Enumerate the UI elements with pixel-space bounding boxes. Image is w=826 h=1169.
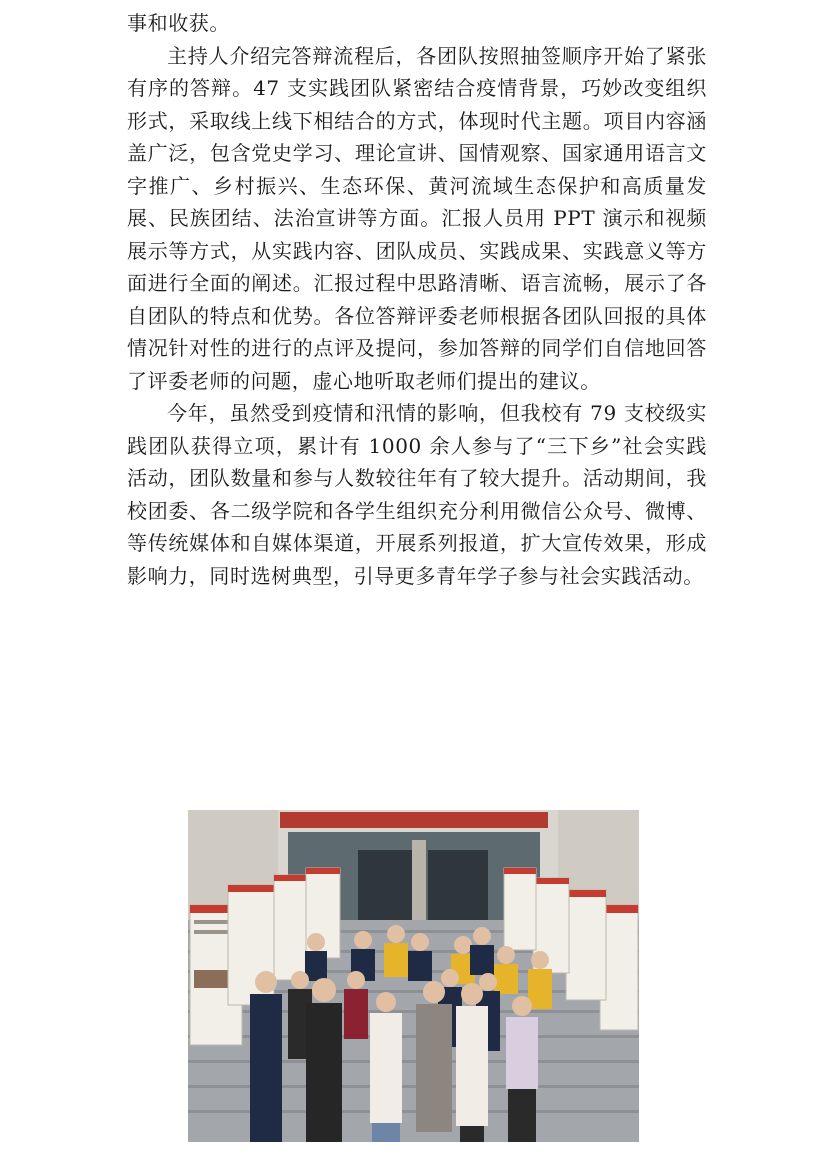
paragraph-continuation: 事和收获。 xyxy=(127,11,230,35)
doorway-right xyxy=(428,850,488,925)
document-body xyxy=(127,0,707,592)
doorway-left xyxy=(358,850,418,925)
paragraph-this-year-summary: 今年，虽然受到疫情和汛情的影响，但我校有 79 支校级实践团队获得立项，累计有 1000 余人参与了“三下乡”社会实践活动，团队数量和参与人数较往年有了较大提升。活动期间，我校团委、各二级学院和各学生组织充分利用微信公众号、微博、等传统媒体和自媒体渠道，开展系列报道，扩大宣传效果，形成影响力，同时选树典型，引导更多青年学子参与社会实践活动。 xyxy=(127,401,707,588)
center-pillar xyxy=(412,840,426,920)
group-photo-illustration xyxy=(188,810,639,1142)
group-photo xyxy=(188,810,639,1142)
red-banner xyxy=(280,812,548,828)
paragraph-defense-process: 主持人介绍完答辩流程后，各团队按照抽签顺序开始了紧张有序的答辩。47 支实践团队紧密结合疫情背景，巧妙改变组织形式，采取线上线下相结合的方式，体现时代主题。项目内容涵盖广泛，包含党史学习、理论宣讲、国情观察、国家通用语言文字推广、乡村振兴、生态环保、黄河流域生态保护和高质量发展、民族团结、法治宣讲等方面。汇报人员用 PPT 演示和视频展示等方式，从实践内容、团队成员、实践成果、实践意义等方面进行全面的阐述。汇报过程中思路清晰、语言流畅，展示了各自团队的特点和优势。各位答辩评委老师根据各团队回报的具体情况针对性的进行的点评及提问，参加答辩的同学们自信地回答了评委老师的问题，虚心地听取老师们提出的建议。 xyxy=(127,43,707,393)
